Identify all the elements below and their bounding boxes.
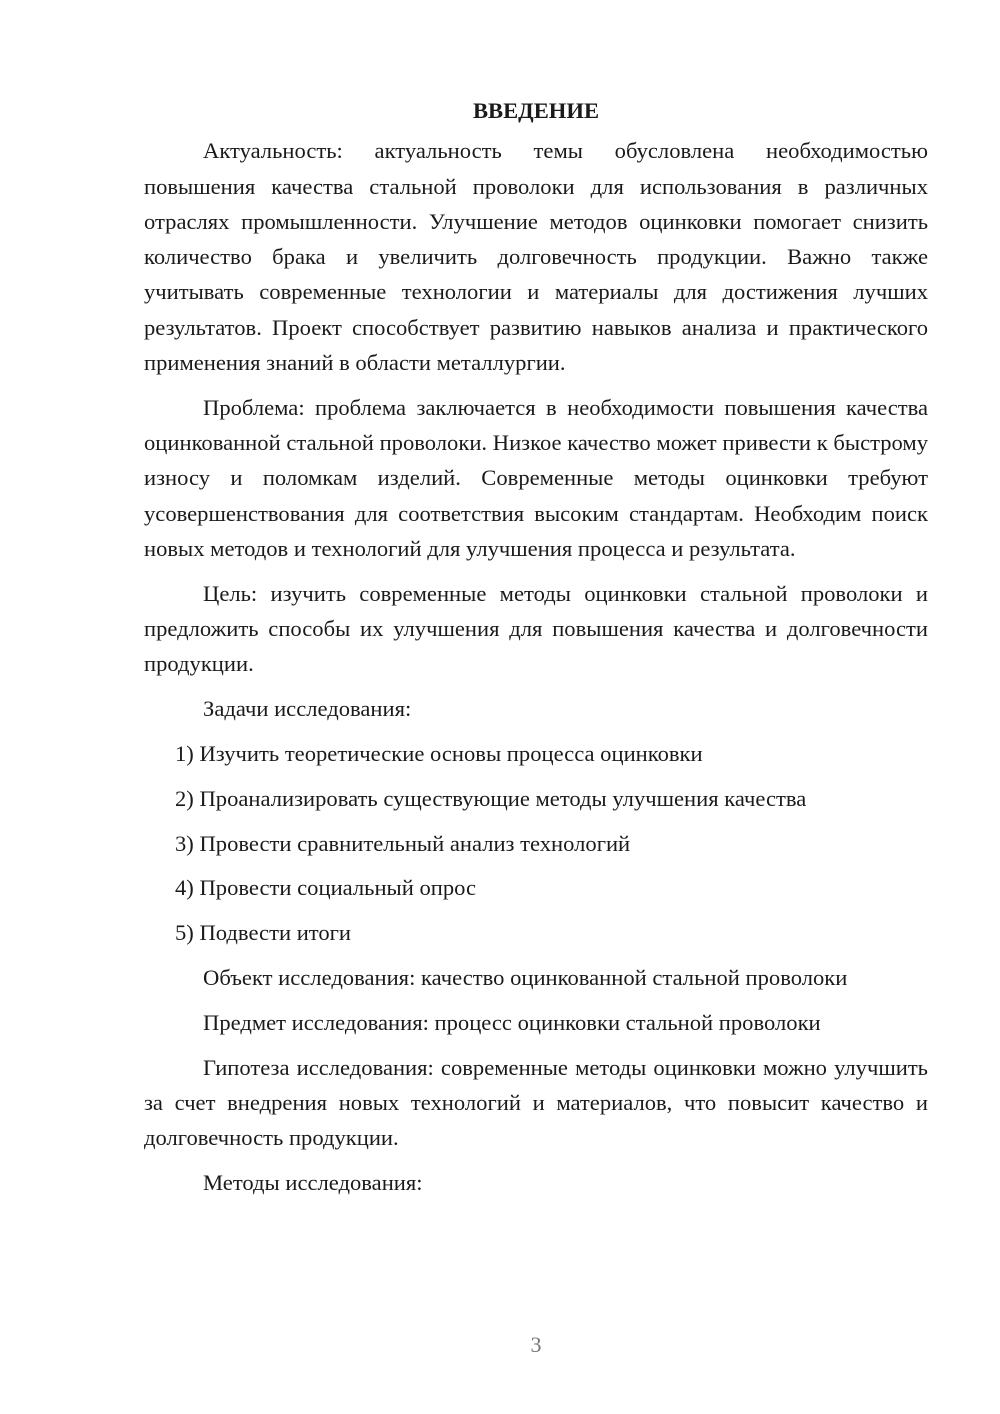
relevance-paragraph: Актуальность: актуальность темы обусловлена необходимостью повышения качества стальной проволоки для использования в различных отраслях промышленности. Улучшение методов оцинковки помогает снизить количество брака и увеличить долговечность продукции. Важно также учитывать современные технологии и материалы для достижения лучших результатов. Проект способствует развитию навыков анализа и практического применения знаний в области металлургии. (144, 138, 928, 376)
task-item-3: 3) Провести сравнительный анализ технологий (175, 830, 631, 856)
goal-paragraph: Цель: изучить современные методы оцинковки стальной проволоки и предложить способы их улучшения для повышения качества и долговечности продукции. (144, 580, 928, 677)
page-number: 3 (530, 1332, 542, 1357)
section-heading: ВВЕДЕНИЕ (472, 98, 600, 123)
methods-title: Методы исследования: (203, 1170, 423, 1196)
tasks-list (144, 736, 928, 950)
page-content (144, 93, 928, 1210)
task-item-1: 1) Изучить теоретические основы процесса оцинковки (175, 741, 703, 767)
object-paragraph: Объект исследования: качество оцинкованной стальной проволоки (203, 965, 848, 991)
task-item-2: 2) Проанализировать существующие методы улучшения качества (175, 785, 807, 811)
task-item-4: 4) Провести социальный опрос (175, 875, 477, 901)
subject-paragraph: Предмет исследования: процесс оцинковки стальной проволоки (203, 1009, 821, 1035)
problem-paragraph: Проблема: проблема заключается в необходимости повышения качества оцинкованной стальной проволоки. Низкое качество может привести к быстрому износу и поломкам изделий. Современные методы оцинковки требуют усовершенствования для соответствия высоким стандартам. Необходим поиск новых методов и технологий для улучшения процесса и результата. (144, 394, 928, 562)
hypothesis-paragraph: Гипотеза исследования: современные методы оцинковки можно улучшить за счет внедрения новых технологий и материалов, что повысит качество и долговечность продукции. (144, 1054, 928, 1151)
tasks-title: Задачи исследования: (203, 696, 412, 722)
task-item-5: 5) Подвести итоги (175, 920, 352, 946)
